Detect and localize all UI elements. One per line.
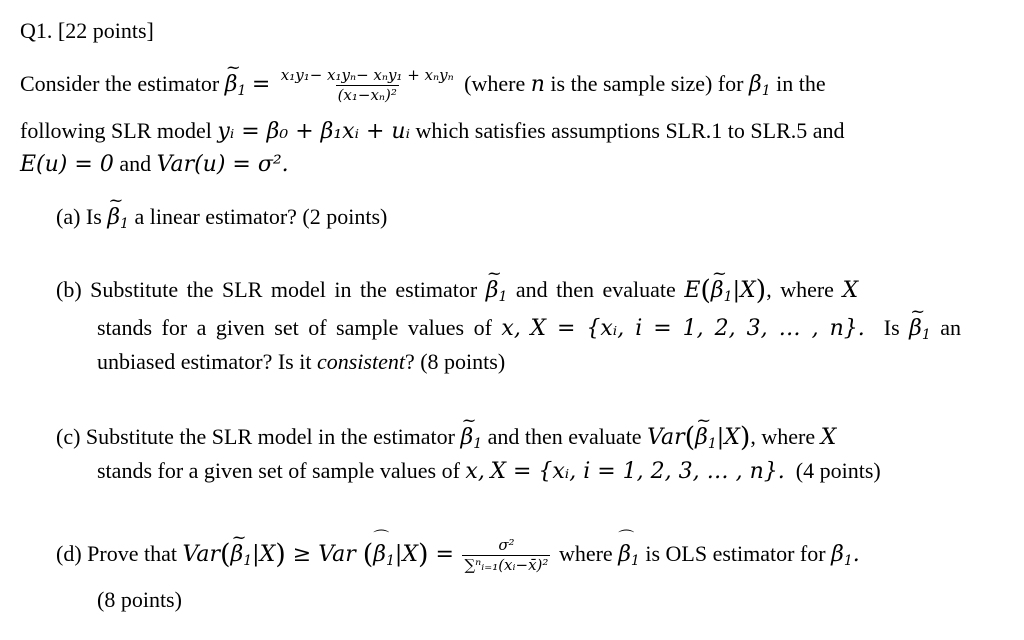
- part-d-points: (8 points): [97, 587, 182, 612]
- estimator-denominator: (x₁−xₙ)²: [337, 85, 397, 104]
- estimator-fraction: [279, 68, 456, 104]
- question-header: Q1. [22 points]: [20, 18, 154, 43]
- condition-variance: Var(u) = σ².: [156, 152, 289, 177]
- beta-tilde-symbol: ~ $\beta_1$: [225, 74, 247, 98]
- slr-model: yᵢ = β₀ + β₁xᵢ + uᵢ: [217, 119, 411, 144]
- condition-mean: E(u) = 0: [20, 152, 114, 177]
- part-b-line-2: stands for a given set of sample values of x, X = {xᵢ, i = 1, 2, 3, … , n}. Is ~ $\beta_1$ an: [97, 317, 961, 342]
- estimator-numerator: x₁y₁− x₁yₙ− xₙy₁ + xₙyₙ: [280, 66, 454, 84]
- intro-line-3: E(u) = 0 and Var(u) = σ².: [20, 151, 289, 177]
- part-b-line-1: (b) Substitute the SLR model in the estimator ~ $\beta_1$ and then evaluate E(~ $\beta_1|X$), where X: [56, 277, 858, 304]
- part-d-line-1: (d) Prove that Var(~ $\beta_1|X$) ≥ Var (⌒ $\beta_1|X$) = $\frac{\text{σ²}}{\text{∑ⁿᵢ₌₁(xᵢ−x̄)²}}$ where ⌒ $\beta_1$ is OLS estimator for $\beta_1$.: [56, 538, 860, 574]
- ols-variance-fraction: $\frac{\text{σ²}}{\text{∑ⁿᵢ₌₁(xᵢ−x̄)²}}$: [464, 536, 549, 574]
- part-c-line-1: (c) Substitute the SLR model in the estimator ~ $\beta_1$ and then evaluate Var(~ $\beta_1|X$), where X: [56, 424, 836, 451]
- part-a: (a) Is ~ $\beta_1$ a linear estimator? (2 points): [56, 206, 387, 231]
- part-b-line-3: unbiased estimator? Is it consistent? (8 points): [97, 349, 506, 374]
- sample-set: X = {xᵢ, i = 1, 2, 3, … , n}.: [530, 316, 865, 341]
- intro-line-2: following SLR model yᵢ = β₀ + β₁xᵢ + uᵢ which satisfies assumptions SLR.1 to SLR.5 and: [20, 118, 845, 144]
- intro-line-1: Consider the estimator ~ $\beta_1$ = $\frac{\text{x₁y₁− x₁yₙ− xₙy₁ + xₙyₙ}}{\text{(x₁−xₙ)²}}$ (where n is the sample size) for $\beta_1$ in the: [20, 68, 826, 104]
- part-c-line-2: stands for a given set of sample values of x, X = {xᵢ, i = 1, 2, 3, … , n}. (4 points): [97, 458, 881, 484]
